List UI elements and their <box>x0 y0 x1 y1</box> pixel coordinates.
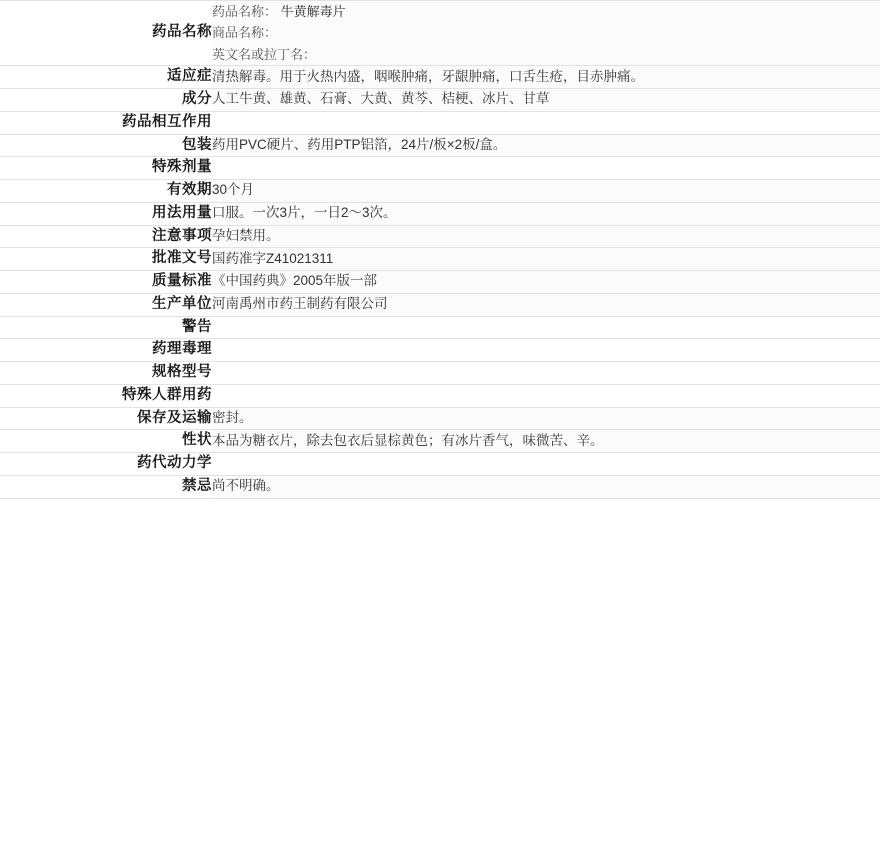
row-value: 口服。一次3片，一日2～3次。 <box>212 202 880 225</box>
row-label: 药理毒理 <box>0 339 212 362</box>
row-value: 人工牛黄、雄黄、石膏、大黄、黄芩、桔梗、冰片、甘草 <box>212 89 880 112</box>
table-row <box>0 453 880 476</box>
table-row <box>0 339 880 362</box>
row-label: 药品名称 <box>0 1 212 66</box>
table-row <box>0 407 880 430</box>
row-label: 特殊剂量 <box>0 157 212 180</box>
row-label: 包装 <box>0 134 212 157</box>
row-value-line-value: 牛黄解毒片 <box>280 4 346 19</box>
row-value: 本品为糖衣片，除去包衣后显棕黄色；有冰片香气，味微苦、辛。 <box>212 430 880 453</box>
row-value: 国药准字Z41021311 <box>212 248 880 271</box>
row-value-line <box>212 44 880 65</box>
table-row <box>0 293 880 316</box>
row-value: 30个月 <box>212 180 880 203</box>
row-value: 《中国药典》2005年版一部 <box>212 271 880 294</box>
table-row <box>0 180 880 203</box>
row-value: 河南禹州市药王制药有限公司 <box>212 293 880 316</box>
row-value-line-key: 药品名称： <box>212 4 278 19</box>
row-value <box>212 1 880 66</box>
table-row <box>0 89 880 112</box>
row-value <box>212 362 880 385</box>
row-label: 性状 <box>0 430 212 453</box>
table-row <box>0 66 880 89</box>
row-value <box>212 111 880 134</box>
table-row <box>0 384 880 407</box>
table-row <box>0 202 880 225</box>
table-row <box>0 430 880 453</box>
row-label: 禁忌 <box>0 475 212 498</box>
row-label: 适应症 <box>0 66 212 89</box>
row-label: 警告 <box>0 316 212 339</box>
row-value <box>212 157 880 180</box>
table-row <box>0 271 880 294</box>
row-label: 质量标准 <box>0 271 212 294</box>
row-label: 规格型号 <box>0 362 212 385</box>
drug-info-table-body <box>0 1 880 499</box>
row-value <box>212 453 880 476</box>
row-label: 用法用量 <box>0 202 212 225</box>
row-label: 药品相互作用 <box>0 111 212 134</box>
row-value <box>212 339 880 362</box>
row-value-line-key: 英文名或拉丁名： <box>212 46 317 62</box>
row-value: 清热解毒。用于火热内盛，咽喉肿痛，牙龈肿痛，口舌生疮，目赤肿痛。 <box>212 66 880 89</box>
table-row <box>0 1 880 66</box>
row-value <box>212 384 880 407</box>
row-value <box>212 316 880 339</box>
row-value-line-key: 商品名称： <box>212 25 278 41</box>
row-value: 孕妇禁用。 <box>212 225 880 248</box>
page-bottom-spacer <box>0 499 880 649</box>
row-label: 保存及运输 <box>0 407 212 430</box>
row-label: 生产单位 <box>0 293 212 316</box>
row-label: 特殊人群用药 <box>0 384 212 407</box>
row-value: 尚不明确。 <box>212 475 880 498</box>
row-value-line <box>212 22 880 43</box>
table-row <box>0 316 880 339</box>
row-label: 有效期 <box>0 180 212 203</box>
table-row <box>0 475 880 498</box>
table-row <box>0 362 880 385</box>
table-row <box>0 157 880 180</box>
row-value: 药用PVC硬片、药用PTP铝箔，24片/板×2板/盒。 <box>212 134 880 157</box>
row-label: 注意事项 <box>0 225 212 248</box>
row-label: 批准文号 <box>0 248 212 271</box>
table-row <box>0 248 880 271</box>
row-value-line <box>212 1 880 22</box>
row-label: 成分 <box>0 89 212 112</box>
table-row <box>0 225 880 248</box>
table-row <box>0 111 880 134</box>
row-value: 密封。 <box>212 407 880 430</box>
table-row <box>0 134 880 157</box>
row-label: 药代动力学 <box>0 453 212 476</box>
